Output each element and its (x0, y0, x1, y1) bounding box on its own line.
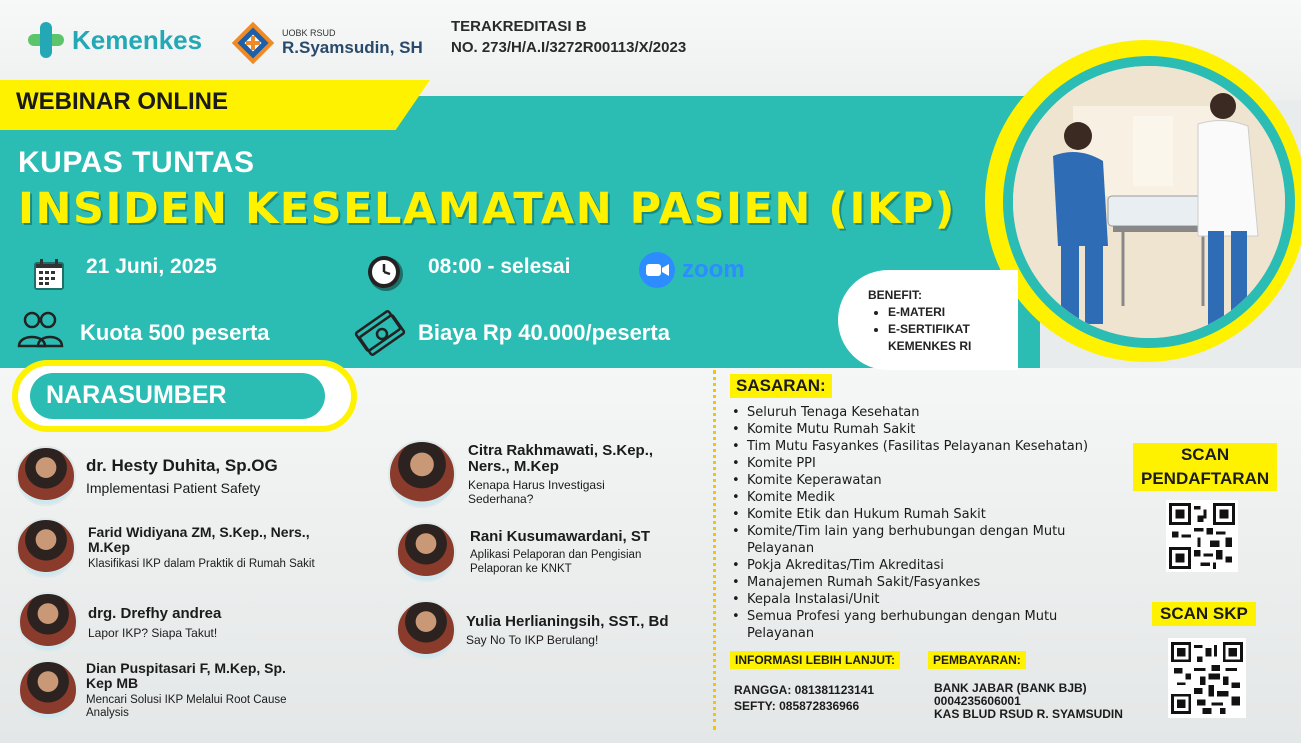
payment-holder: KAS BLUD RSUD R. SYAMSUDIN (934, 707, 1123, 721)
speaker-card (388, 440, 698, 508)
speaker-topic: Implementasi Patient Safety (86, 480, 261, 496)
avatar (18, 660, 78, 720)
hospital-photo (1013, 66, 1285, 338)
clock-icon (364, 252, 410, 302)
speaker-name: Dian Puspitasari F, M.Kep, Sp. Kep MB (86, 659, 286, 691)
kemenkes-logo (26, 20, 202, 60)
speaker-name: drg. Drefhy andrea (88, 604, 222, 622)
list-item: • Komite Keperawatan (730, 472, 1130, 489)
speaker-topic: Kenapa Harus Investigasi Sederhana? (468, 477, 605, 506)
avatar (16, 446, 76, 506)
fee-text: Biaya Rp 40.000/peserta (418, 320, 670, 345)
people-icon (16, 308, 64, 354)
zoom-icon (638, 251, 676, 289)
speaker-card (16, 446, 346, 506)
list-item: • Komite/Tim lain yang berhubungan dengan Mutu Pelayanan (730, 523, 1090, 557)
kemenkes-logo-text: Kemenkes (72, 24, 203, 55)
speaker-topic: Aplikasi Pelaporan dan Pengisian Pelaporan ke KNKT (470, 549, 642, 575)
avatar (396, 600, 456, 660)
speaker-card (396, 600, 706, 660)
speaker-name: Yulia Herlianingsih, SST., Bd (466, 613, 669, 630)
payment-bank: BANK JABAR (BANK BJB) (934, 681, 1087, 695)
zoom-text: zoom (682, 256, 745, 283)
section-divider (713, 370, 716, 730)
avatar (388, 440, 456, 508)
list-item: • Semua Profesi yang berhubungan dengan Mutu Pelayanan (730, 608, 1090, 642)
avatar (16, 518, 76, 578)
avatar (396, 522, 456, 582)
akreditasi-info (451, 16, 686, 58)
scan-pendaftaran-label (1133, 443, 1277, 491)
qr-code-skp[interactable] (1168, 638, 1246, 718)
scan-skp-label: SCAN SKP (1152, 602, 1256, 626)
list-item: • Komite Etik dan Hukum Rumah Sakit (730, 506, 1130, 523)
event-date: 21 Juni, 2025 (86, 255, 217, 278)
speaker-name: Citra Rakhmawati, S.Kep., Ners., M.Kep (468, 441, 654, 475)
speaker-name: dr. Hesty Duhita, Sp.OG (86, 456, 278, 475)
speaker-card (18, 592, 328, 652)
akreditasi-line2: NO. 273/H/A.I/3272R00113/X/2023 (451, 39, 687, 56)
contact-info (734, 682, 874, 714)
rsud-logo-icon (230, 20, 276, 66)
zoom-logo (638, 251, 745, 289)
scan-label-line1: SCAN (1180, 445, 1230, 464)
list-item: • Kepala Instalasi/Unit (730, 591, 1130, 608)
speaker-topic: Say No To IKP Berulang! (466, 633, 599, 647)
qr-code-pendaftaran[interactable] (1166, 500, 1238, 572)
speaker-topic: Mencari Solusi IKP Melalui Root Cause Analysis (86, 693, 287, 719)
speaker-topic: Lapor IKP? Siapa Takut! (88, 625, 218, 640)
payment-info (934, 682, 1123, 721)
sasaran-list (730, 404, 1130, 642)
narasumber-label: NARASUMBER (46, 381, 227, 409)
payment-account: 0004235606001 (934, 694, 1021, 708)
list-item: • Manajemen Rumah Sakit/Fasyankes (730, 574, 1130, 591)
list-item: • Komite Medik (730, 489, 1130, 506)
benefit-box (838, 270, 1018, 370)
benefit-label: BENEFIT: (868, 288, 922, 302)
rsud-logo-small: UOBK RSUD (282, 28, 336, 38)
speaker-topic: Klasifikasi IKP dalam Praktik di Rumah Sakit (88, 558, 315, 570)
avatar (18, 592, 78, 652)
list-item: • Tim Mutu Fasyankes (Fasilitas Pelayanan Kesehatan) (730, 438, 1130, 455)
calendar-icon (28, 254, 72, 302)
event-time: 08:00 - selesai (428, 255, 571, 278)
akreditasi-line1: TERAKREDITASI B (451, 18, 587, 35)
money-icon (352, 302, 408, 360)
benefit-item: • E-MATERI (888, 304, 1018, 321)
list-item: • Komite PPI (730, 455, 1130, 472)
title-line1: KUPAS TUNTAS (18, 146, 255, 179)
list-item: • Komite Mutu Rumah Sakit (730, 421, 1130, 438)
sasaran-label: SASARAN: (730, 374, 832, 398)
scan-label-line2: PENDAFTARAN (1141, 469, 1270, 488)
speaker-card (16, 518, 328, 578)
rsud-logo-name: R.Syamsudin, SH (282, 38, 423, 57)
kemenkes-logo-icon (26, 20, 66, 60)
list-item: • Seluruh Tenaga Kesehatan (730, 404, 1130, 421)
speaker-card (396, 522, 700, 582)
benefit-item: • E-SERTIFIKAT KEMENKES RI (888, 321, 1008, 355)
title-line2: INSIDEN KESELAMATAN PASIEN (IKP) (18, 184, 956, 234)
rsud-logo (230, 20, 423, 66)
contact-line: RANGGA: 081381123141 (734, 683, 875, 697)
quota-text: Kuota 500 peserta (80, 320, 270, 345)
contact-line: SEFTY: 085872836966 (734, 699, 860, 713)
speaker-card (18, 660, 296, 720)
info-label: INFORMASI LEBIH LANJUT: (730, 651, 900, 669)
list-item: • Pokja Akreditas/Tim Akreditasi (730, 557, 1130, 574)
speaker-name: Farid Widiyana ZM, S.Kep., Ners., M.Kep (88, 524, 310, 555)
speaker-name: Rani Kusumawardani, ST (470, 528, 651, 545)
webinar-tag: WEBINAR ONLINE (16, 88, 228, 115)
payment-label: PEMBAYARAN: (928, 651, 1026, 669)
